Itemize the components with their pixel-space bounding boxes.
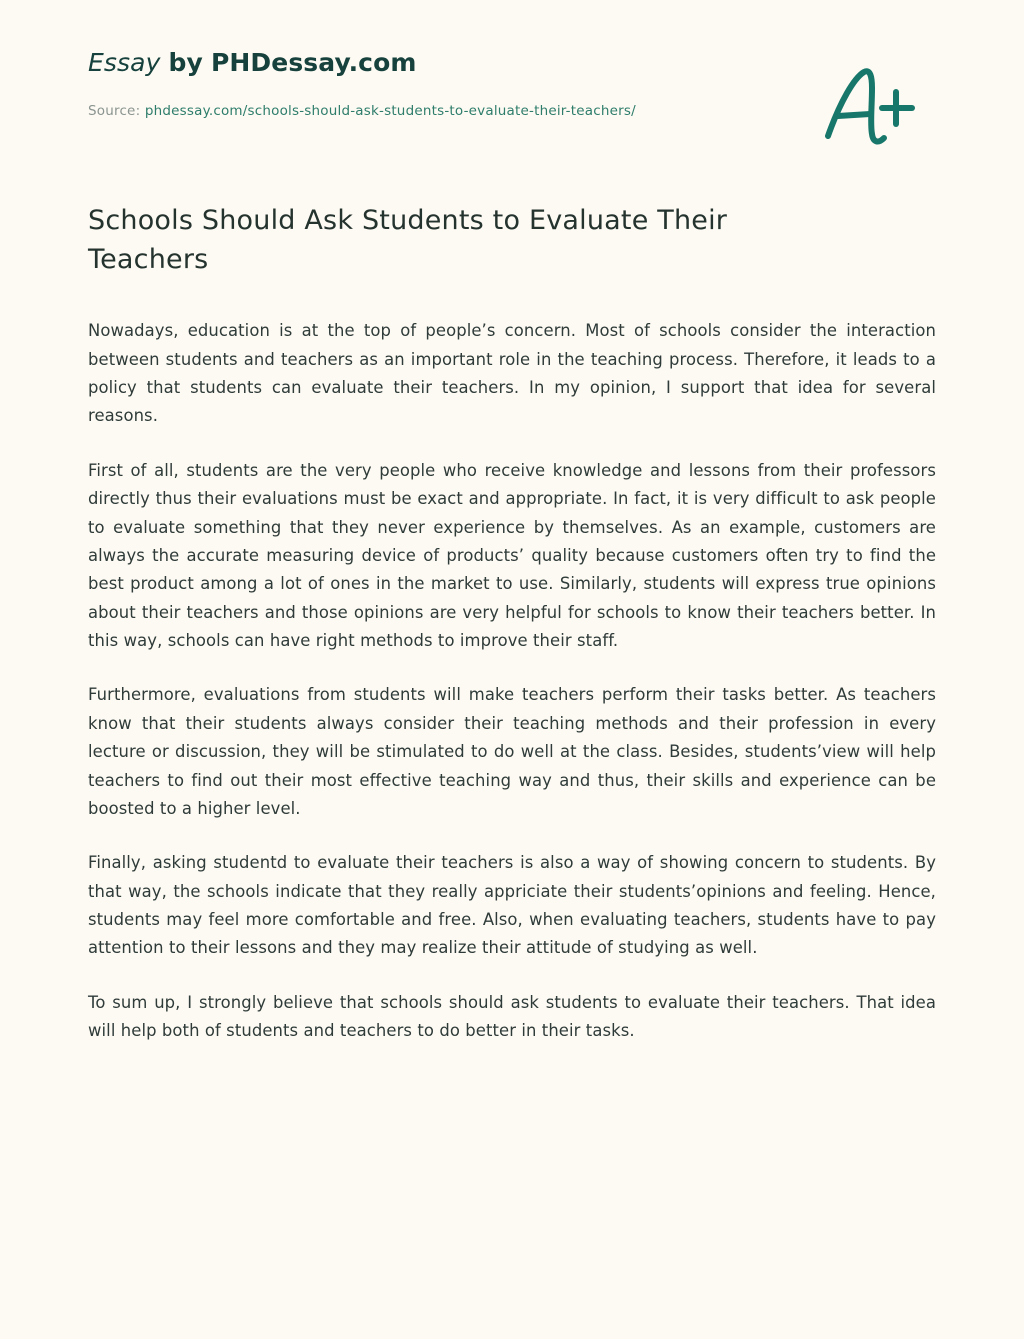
source-label: Source: — [88, 103, 141, 119]
paragraph: Nowadays, education is at the top of people’s concern. Most of schools consider the interaction between students and teachers as an important role in the teaching process. Therefore, it leads to a policy that students can evaluate their teachers. In my opinion, I support that idea for several reasons. — [88, 321, 936, 426]
brand-by-word: by — [168, 48, 203, 77]
brand-essay-word: Essay — [88, 48, 161, 77]
paragraph: Finally, asking studentd to evaluate their teachers is also a way of showing concern to students. By that way, the schools indicate that they really appriciate their students’opinions and feeling. Hence, students may feel more comfortable and free. Also, when evaluating teachers, students have to pay attention to their lessons and they may realize their attitude of studying as well. — [88, 853, 936, 958]
page-title: Schools Should Ask Students to Evaluate Their Teachers — [88, 205, 728, 276]
source-line — [88, 103, 936, 119]
site-brand — [88, 48, 936, 78]
paragraph: Furthermore, evaluations from students will make teachers perform their tasks better. As teachers know that their students always consider their teaching methods and their profession in every lecture or discussion, they will be stimulated to do well at the class. Besides, students’view will help teachers to find out their most effective teaching way and thus, their skills and experience can be boosted to a higher level. — [88, 685, 936, 818]
source-url-link[interactable]: phdessay.com/schools-should-ask-students-to-evaluate-their-teachers/ — [144, 103, 636, 119]
paragraph: First of all, students are the very people who receive knowledge and lessons from their professors directly thus their evaluations must be exact and appropriate. In fact, it is very difficult to ask people to evaluate something that they never experience by themselves. As an example, customers are always the accurate measuring device of products’ quality because customers often try to find the best product among a lot of ones in the market to use. Similarly, students will express true opinions about their teachers and those opinions are very helpful for schools to know their teachers better. In this way, schools can have right methods to improve their staff. — [88, 460, 936, 651]
brand-site-word: PHDessay.com — [210, 48, 417, 77]
essay-body — [88, 317, 936, 1045]
paragraph: To sum up, I strongly believe that schools should ask students to evaluate their teachers. That idea will help both of students and teachers to do better in their tasks. — [88, 992, 936, 1041]
a-plus-logo-icon — [818, 62, 928, 152]
